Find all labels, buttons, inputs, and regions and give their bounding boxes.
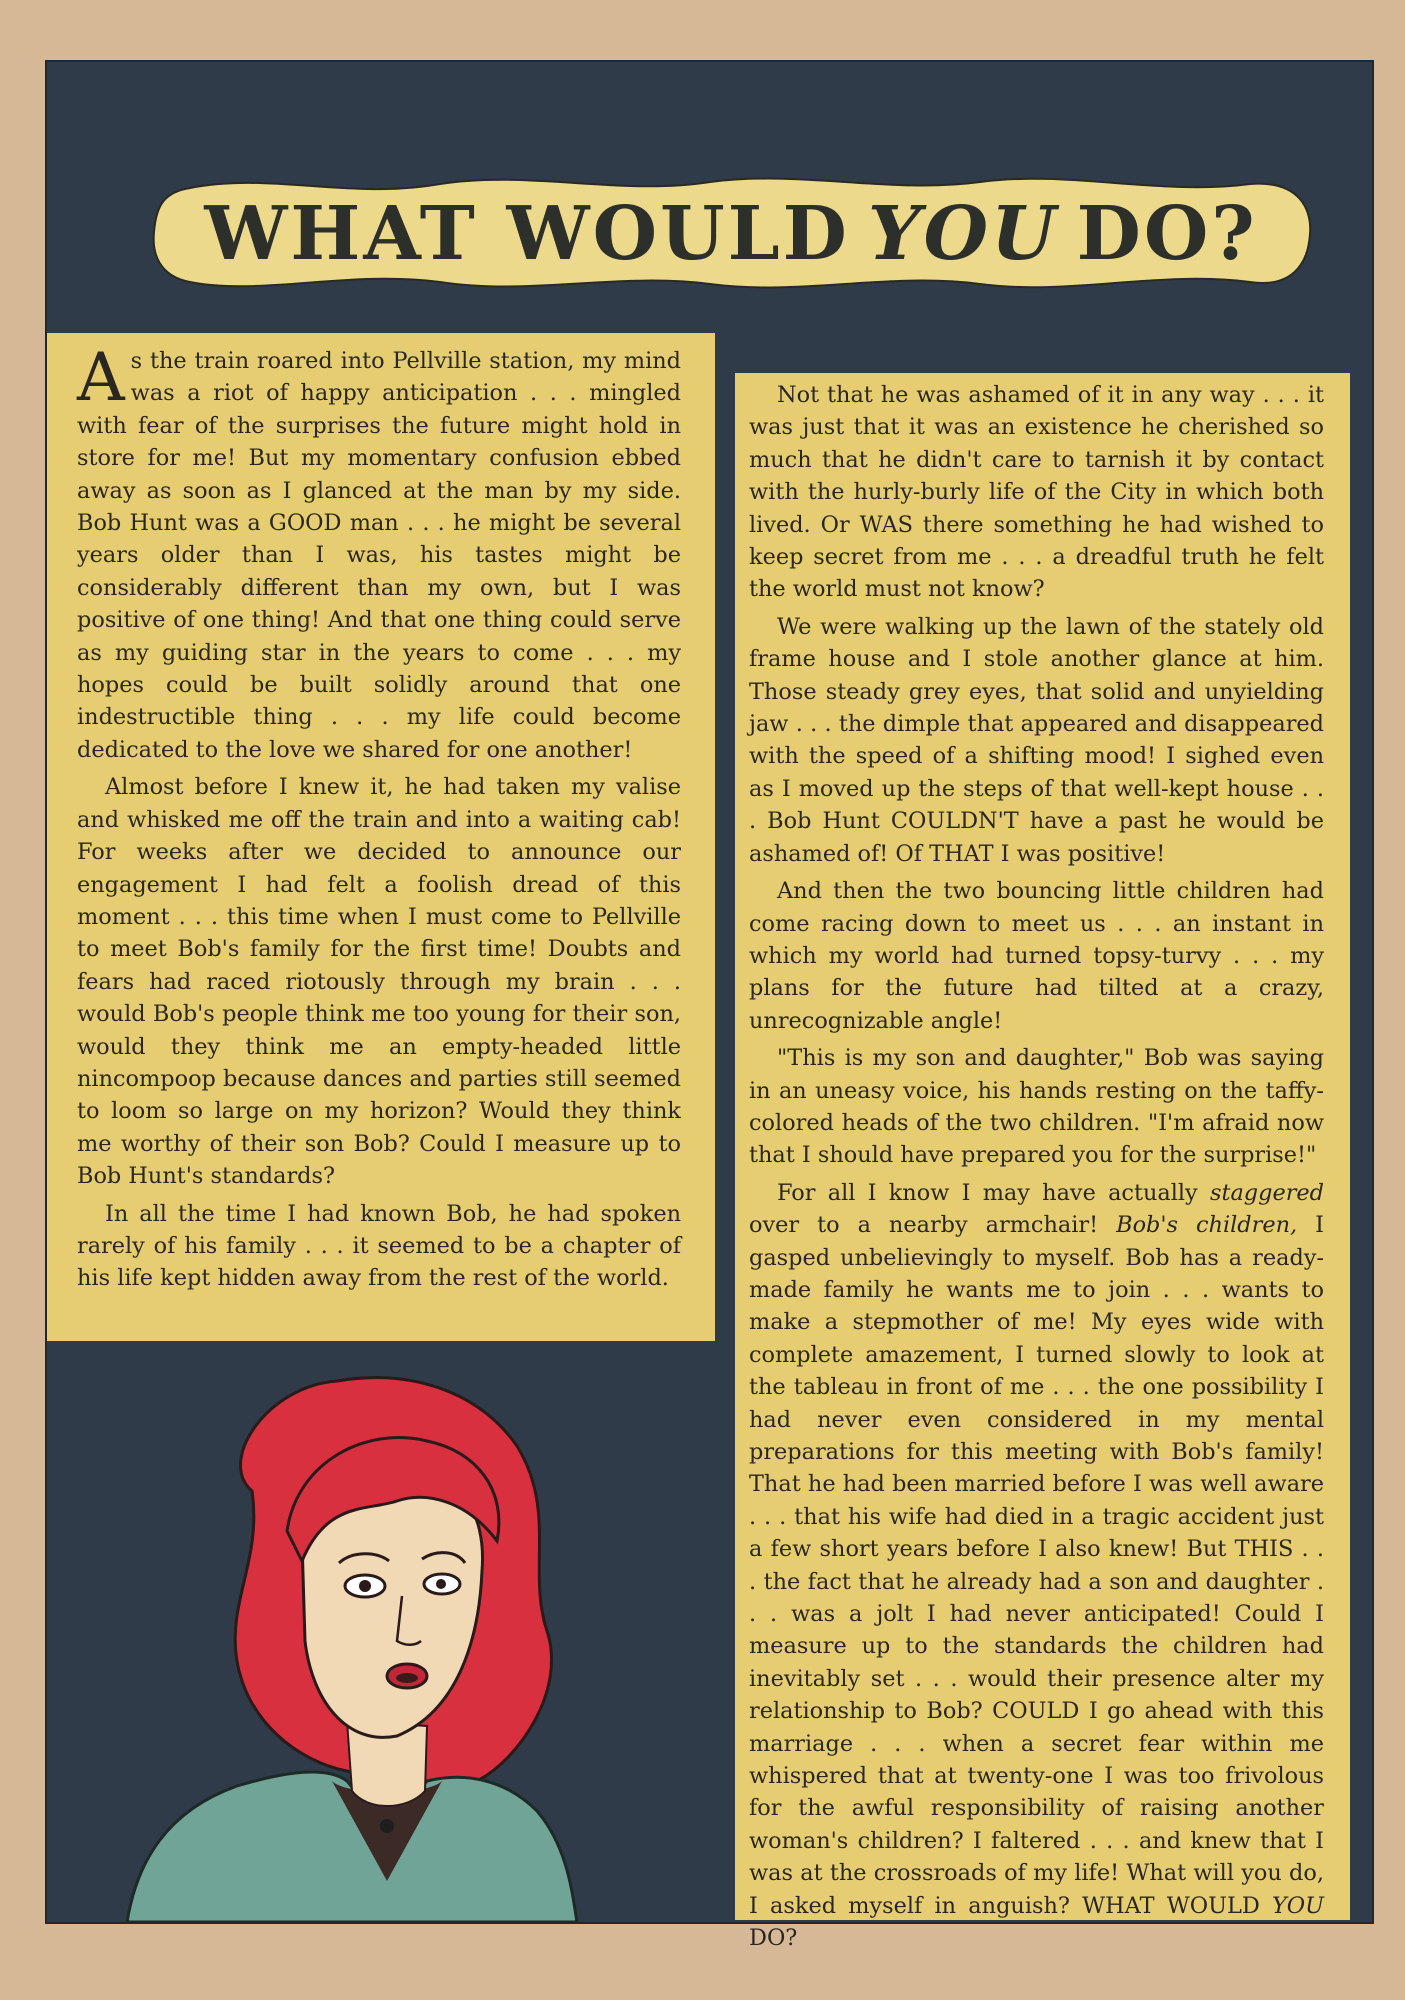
title-after: DO? <box>1076 191 1258 277</box>
title-banner <box>150 170 1312 298</box>
story-paragraph-final <box>749 1177 1324 1955</box>
story-paragraph: Almost before I knew it, he had taken my valise and whisked me off the train and into a waiting cab! For weeks after we decided to announce our engagement I had felt a foolish dread of this moment . . . this time when I must come to Pellville to meet Bob's family for the first time! Doubts and fears had raced riotously through my brain . . . would Bob's people think me too young for their son, would they think me an empty-headed little nincompoop because dances and parties still seemed to loom so large on my horizon? Would they think me worthy of their son Bob? Could I measure up to Bob Hunt's standards? <box>77 774 681 1190</box>
story-paragraph: We were walking up the lawn of the stately old frame house and I stole another glance at him. Those steady grey eyes, that solid and unyielding jaw . . . the dimple that appeared and disappeared with the speed of a shifting mood! I sighed even as I moved up the steps of that well-kept house . . . Bob Hunt COULDN'T have a past he would be ashamed of! Of THAT I was positive! <box>749 613 1324 867</box>
story-paragraph: Not that he was ashamed of it in any way . . . it was just that it was an existence he cherished so much that he didn't care to tarnish it by contact with the hurly-burly life of the City in which both lived. Or WAS there something he had wished to keep secret from me . . . a dreadful truth he felt the world must not know? <box>749 382 1324 603</box>
page-title <box>150 170 1312 298</box>
text-run: DO? <box>749 1925 798 1952</box>
text-run-italic: YOU <box>1271 1892 1324 1919</box>
text-run: over to a nearby armchair! <box>749 1212 1117 1239</box>
text-run: I gasped unbelievingly to myself. Bob has a ready-made family he wants me to join . . . wants to make a stepmother of me! My eyes wide with complete amazement, I turned slowly to look at the tableau in front of me . . . the one possibility I had never even considered in my mental preparations for this meeting with Bob's family! That he had been married before I was well aware . . . that his wife had died in a tragic accident just a few short years before I also knew! But THIS . . . the fact that he already had a son and daughter . . . was a jolt I had never anticipated! Could I measure up to the standards the children had inevitably set . . . would their presence alter my relationship to Bob? COULD I go ahead with this marriage . . . when a secret fear within me whispered that at twenty-one I was too frivolous for the awful responsibility of raising another woman's children? I faltered . . . and knew that I was at the crossroads of my life! What will you do, I asked myself in anguish? WHAT WOULD <box>749 1212 1324 1919</box>
left-text-column <box>47 333 715 1341</box>
story-paragraph <box>77 339 681 766</box>
drop-cap: A <box>77 339 125 416</box>
redhead-woman-illustration <box>47 1341 715 1922</box>
title-before: WHAT WOULD <box>204 191 850 277</box>
story-paragraph: "This is my son and daughter," Bob was saying in an uneasy voice, his hands resting on the taffy-colored heads of the two children. "I'm afraid now that I should have prepared you for the surprise!" <box>749 1045 1324 1169</box>
title-emphasis: YOU <box>867 191 1059 277</box>
paragraph-text: s the train roared into Pellville station, my mind was a riot of happy anticipation . . . mingled with fear of the surprises the future might hold in store for me! But my momentary confusion ebbed away as soon as I glanced at the man by my side. Bob Hunt was a GOOD man . . . he might be several years older than I was, his tastes might be considerably different than my own, but I was positive of one thing! And that one thing could serve as my guiding star in the years to come . . . my hopes could be built solidly around that one indestructible thing . . . my life could become dedicated to the love we shared for one another! <box>77 348 681 763</box>
text-run-italic: staggered <box>1209 1179 1324 1206</box>
text-run-italic: Bob's children, <box>1116 1212 1298 1239</box>
right-text-column <box>735 373 1350 1952</box>
text-run: For all I know I may have actually <box>777 1179 1210 1206</box>
story-paragraph: In all the time I had known Bob, he had spoken rarely of his family . . . it seemed to be a chapter of his life kept hidden away from the rest of the world. <box>77 1200 681 1292</box>
story-paragraph: And then the two bouncing little children had come racing down to meet us . . . an instant in which my world had turned topsy-turvy . . . my plans for the future had tilted at a crazy, unrecognizable angle! <box>749 878 1324 1034</box>
woman-portrait-image <box>47 1341 715 1922</box>
